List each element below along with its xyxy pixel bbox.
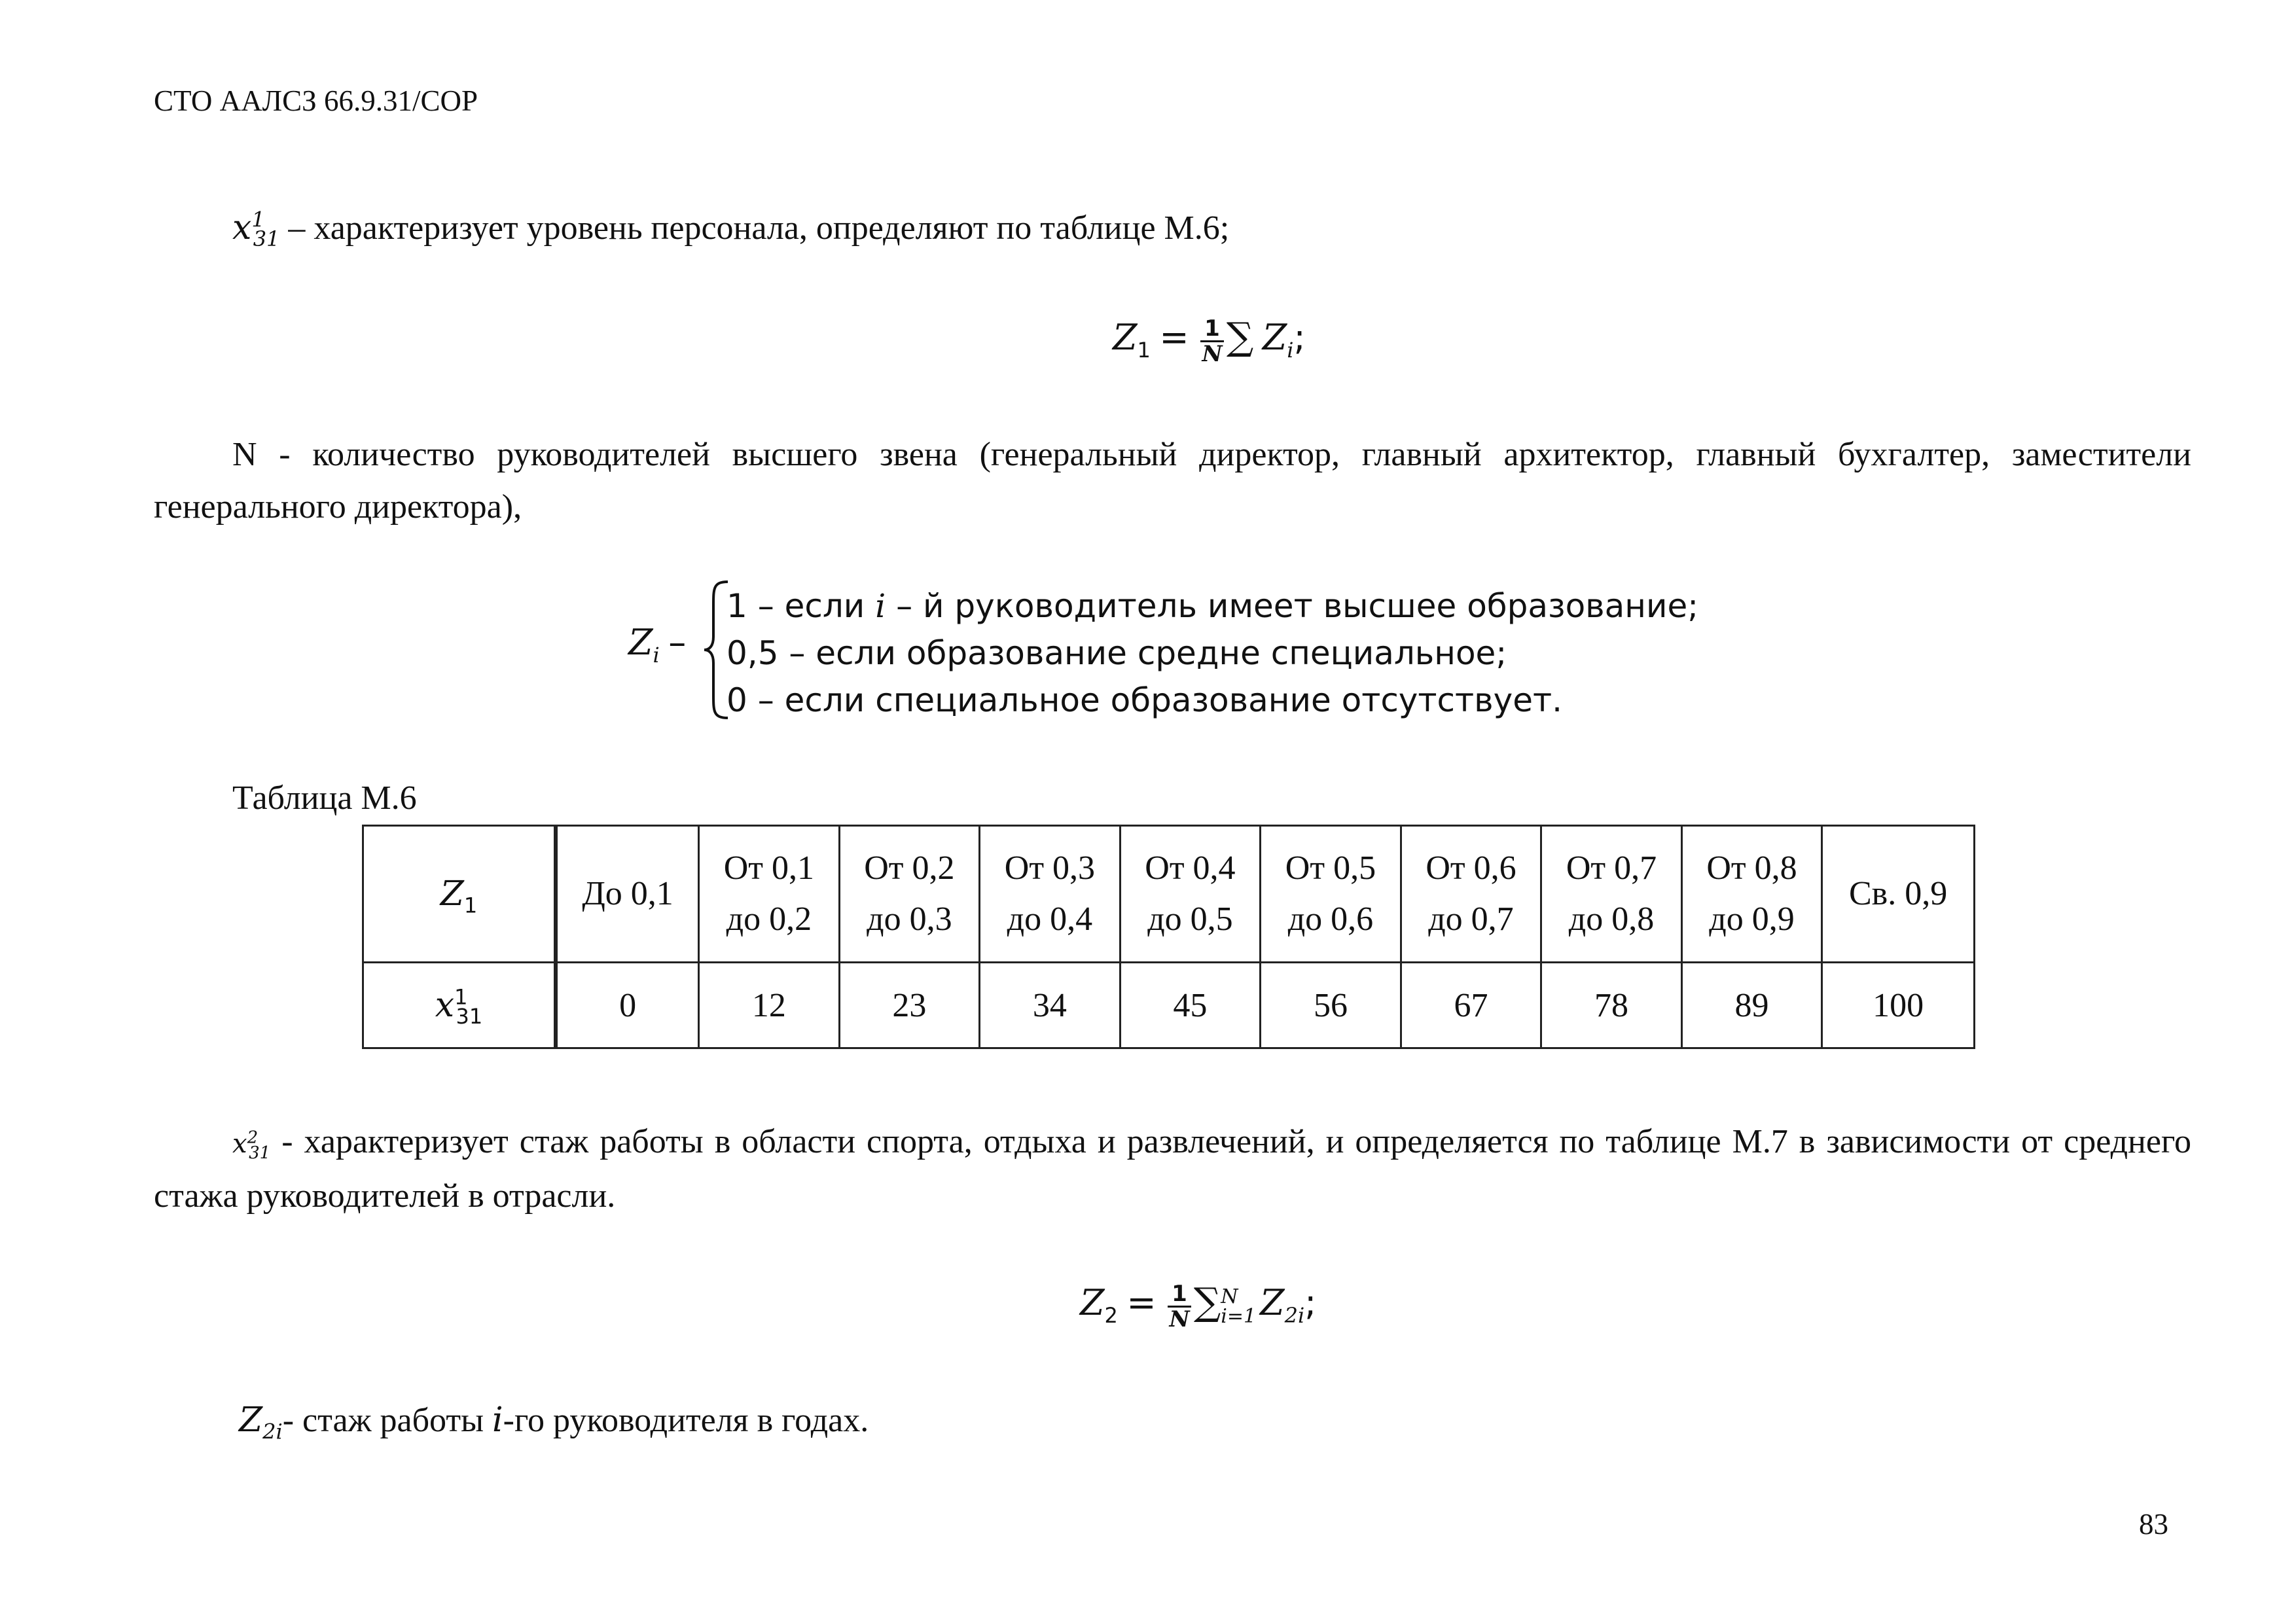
paragraph-x31-2-text: - характеризует стаж работы в области спорта, отдыха и развлечений, и определяется по таблице М.7 в зависимости от среднего стажа руководителей в отрасли. — [154, 1123, 2191, 1215]
fraction: $\frac{1}{N}$ — [1200, 317, 1224, 366]
header-cell: Св. 0,9 — [1822, 826, 1975, 963]
document-code-header: СТО ААЛСЗ 66.9.31/СОР — [154, 84, 478, 117]
var-x31-1: $x^1_{31}$ — [232, 207, 280, 252]
value-cell: 67 — [1401, 963, 1541, 1048]
row-label-z1: $Z_1$ — [363, 826, 556, 963]
header-cell: От 0,6 до 0,7 — [1401, 826, 1541, 963]
value-cell: 100 — [1822, 963, 1975, 1048]
header-cell: От 0,3 до 0,4 — [980, 826, 1121, 963]
paragraph-n-definition: N - количество руководителей высшего звена (генеральный директор, главный архитектор, главный бухгалтер, заместители генерального директора), — [154, 436, 2191, 526]
table-m6 — [362, 825, 1975, 1049]
table-value-row — [363, 963, 1975, 1048]
paragraph-x31-1 — [232, 202, 1229, 255]
header-cell: От 0,5 до 0,6 — [1261, 826, 1401, 963]
paragraph-x31-2 — [154, 1116, 2191, 1222]
header-cell: От 0,1 до 0,2 — [699, 826, 840, 963]
value-cell: 0 — [556, 963, 699, 1048]
value-cell: 34 — [980, 963, 1121, 1048]
table-header-row — [363, 826, 1975, 963]
fraction: $\frac{1}{N}$ — [1168, 1282, 1191, 1331]
value-cell: 56 — [1261, 963, 1401, 1048]
header-cell: От 0,2 до 0,3 — [839, 826, 980, 963]
var-x31-2: $x^2_{31}$ — [232, 1128, 271, 1163]
paragraph-z2i: $Z_{2i}-$ стаж работы i-го руководителя в годах. — [239, 1400, 869, 1444]
header-cell: От 0,4 до 0,5 — [1120, 826, 1261, 963]
paragraph-x31-1-text: – характеризует уровень персонала, определяют по таблице М.6; — [279, 209, 1230, 247]
sum-limits: N i=1 — [1221, 1285, 1257, 1328]
header-cell: До 0,1 — [556, 826, 699, 963]
value-cell: 89 — [1681, 963, 1822, 1048]
formula-z1: $Z_1$ = $\frac{1}{N}$ ∑ $Z_i$; — [1113, 314, 1306, 368]
cases-lhs: $Z_i$ – — [628, 622, 687, 668]
value-cell: 45 — [1120, 963, 1261, 1048]
header-cell: От 0,8 до 0,9 — [1681, 826, 1822, 963]
table-caption: Таблица М.6 — [232, 779, 417, 817]
case-line-3: 0 – если специальное образование отсутствует. — [726, 681, 1562, 719]
value-cell: 78 — [1541, 963, 1682, 1048]
header-cell: От 0,7 до 0,8 — [1541, 826, 1682, 963]
row-label-x31: $x^1_{31}$ — [363, 963, 556, 1048]
value-cell: 12 — [699, 963, 840, 1048]
case-line-1: 1 – если i – й руководитель имеет высшее образование; — [726, 587, 1699, 625]
page-number: 83 — [2139, 1508, 2168, 1541]
formula-z2: $Z_2$ = $\frac{1}{N}$ ∑ N i=1 $Z_{2i}$; — [1080, 1279, 1317, 1333]
value-cell: 23 — [839, 963, 980, 1048]
case-line-2: 0,5 – если образование средне специальное; — [726, 634, 1507, 672]
